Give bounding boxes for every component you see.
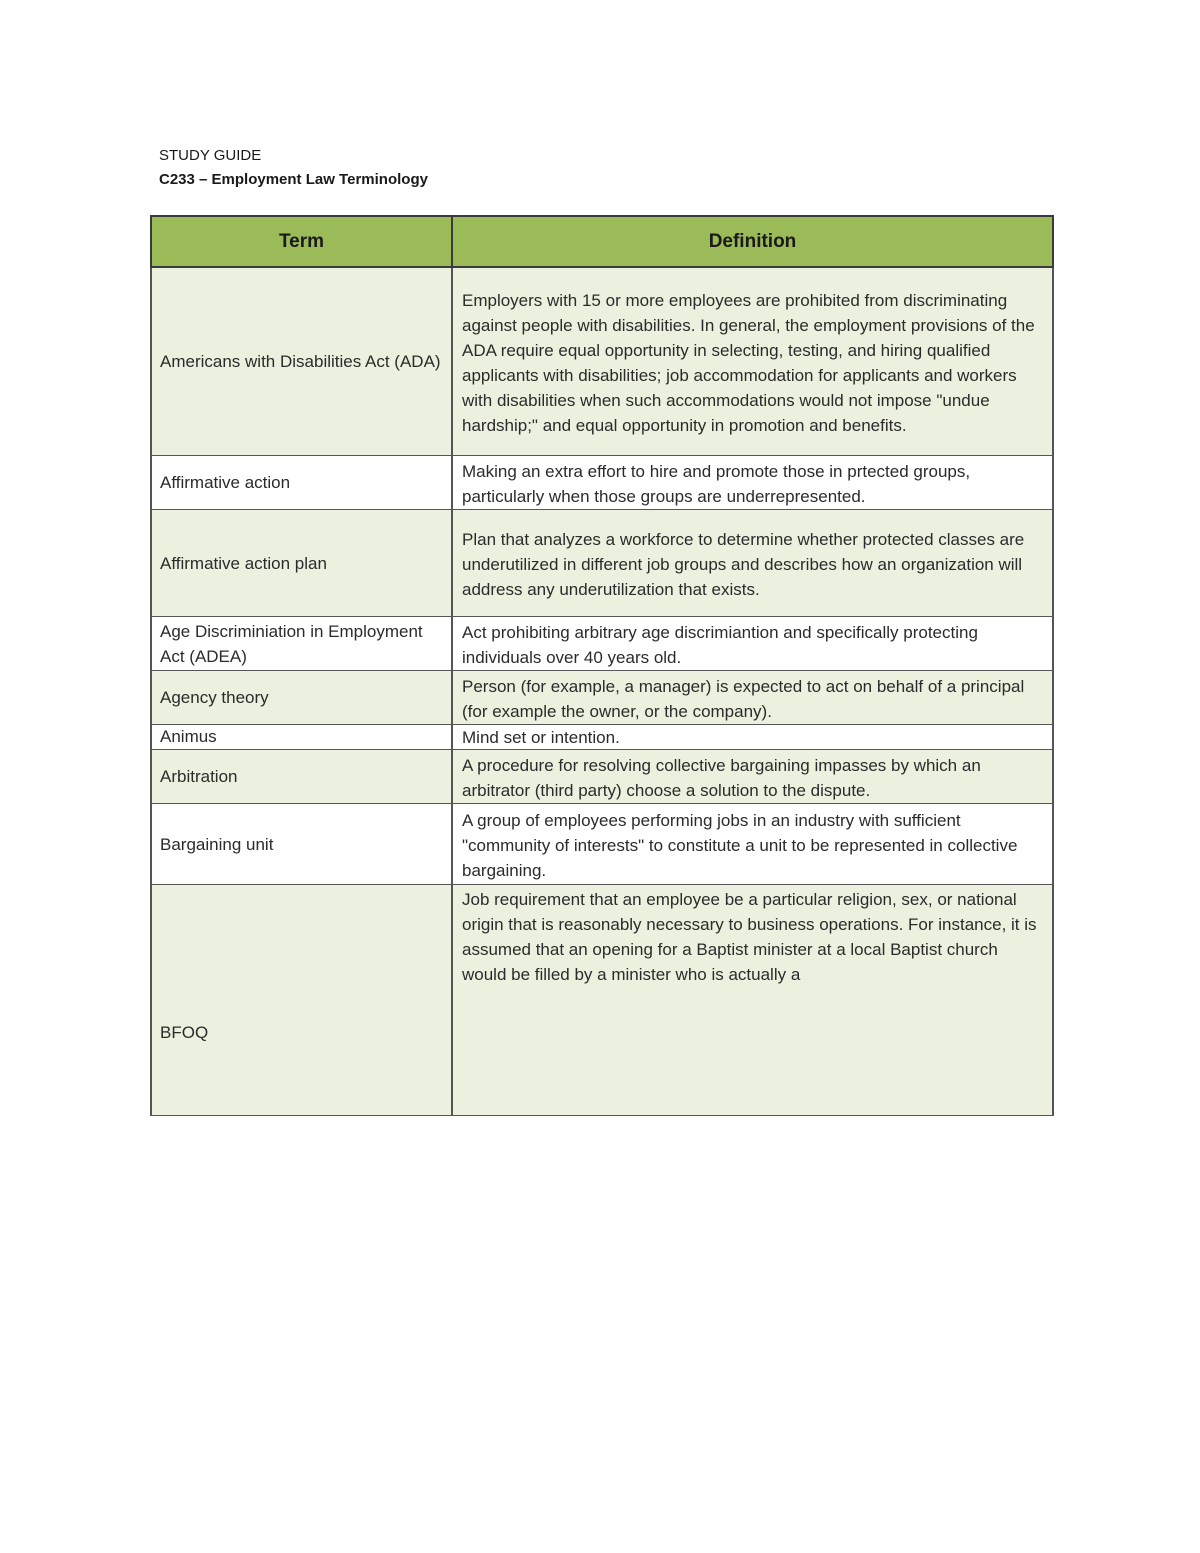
term-cell: BFOQ [151, 885, 452, 1116]
definition-cell: Making an extra effort to hire and promote those in prtected groups, particularly when those groups are underrepresented. [452, 456, 1053, 510]
table-row [151, 510, 1053, 617]
table-row [151, 725, 1053, 750]
term-cell: Animus [151, 725, 452, 750]
term-cell: Affirmative action [151, 456, 452, 510]
definition-cell: A group of employees performing jobs in an industry with sufficient "community of interests" to constitute a unit to be represented in collective bargaining. [452, 804, 1053, 885]
definition-cell: Job requirement that an employee be a particular religion, sex, or national origin that is reasonably necessary to business operations. For instance, it is assumed that an opening for a Baptist minister at a local Baptist church would be filled by a minister who is actually a [452, 885, 1053, 1116]
column-header-term: Term [151, 216, 452, 267]
table-row [151, 671, 1053, 725]
terminology-table-container [150, 215, 1053, 1042]
term-cell: Bargaining unit [151, 804, 452, 885]
definition-cell: A procedure for resolving collective bargaining impasses by which an arbitrator (third party) choose a solution to the dispute. [452, 750, 1053, 804]
table-row [151, 267, 1053, 456]
definition-cell: Plan that analyzes a workforce to determine whether protected classes are underutilized in different job groups and describes how an organization will address any underutilization that exists. [452, 510, 1053, 617]
document-header [159, 144, 428, 192]
definition-cell: Act prohibiting arbitrary age discrimiantion and specifically protecting individuals over 40 years old. [452, 617, 1053, 671]
table-row [151, 456, 1053, 510]
study-guide-label: STUDY GUIDE [159, 147, 262, 164]
table-row [151, 750, 1053, 804]
table-row [151, 804, 1053, 885]
column-header-definition: Definition [452, 216, 1053, 267]
term-cell: Age Discriminiation in Employment Act (ADEA) [151, 617, 452, 671]
definition-cell: Mind set or intention. [452, 725, 1053, 750]
table-row [151, 617, 1053, 671]
term-cell: Americans with Disabilities Act (ADA) [151, 267, 452, 456]
term-cell: Affirmative action plan [151, 510, 452, 617]
term-cell: Arbitration [151, 750, 452, 804]
term-cell: Agency theory [151, 671, 452, 725]
definition-cell: Employers with 15 or more employees are prohibited from discriminating against people with disabilities. In general, the employment provisions of the ADA require equal opportunity in selecting, testing, and hiring qualified applicants with disabilities; job accommodation for applicants and workers with disabilities when such accommodations would not impose "undue hardship;" and equal opportunity in promotion and benefits. [452, 267, 1053, 456]
course-title: C233 – Employment Law Terminology [159, 171, 428, 188]
terminology-table [150, 215, 1054, 1116]
table-header-row [151, 216, 1053, 267]
table-row [151, 885, 1053, 1116]
definition-cell: Person (for example, a manager) is expected to act on behalf of a principal (for example the owner, or the company). [452, 671, 1053, 725]
